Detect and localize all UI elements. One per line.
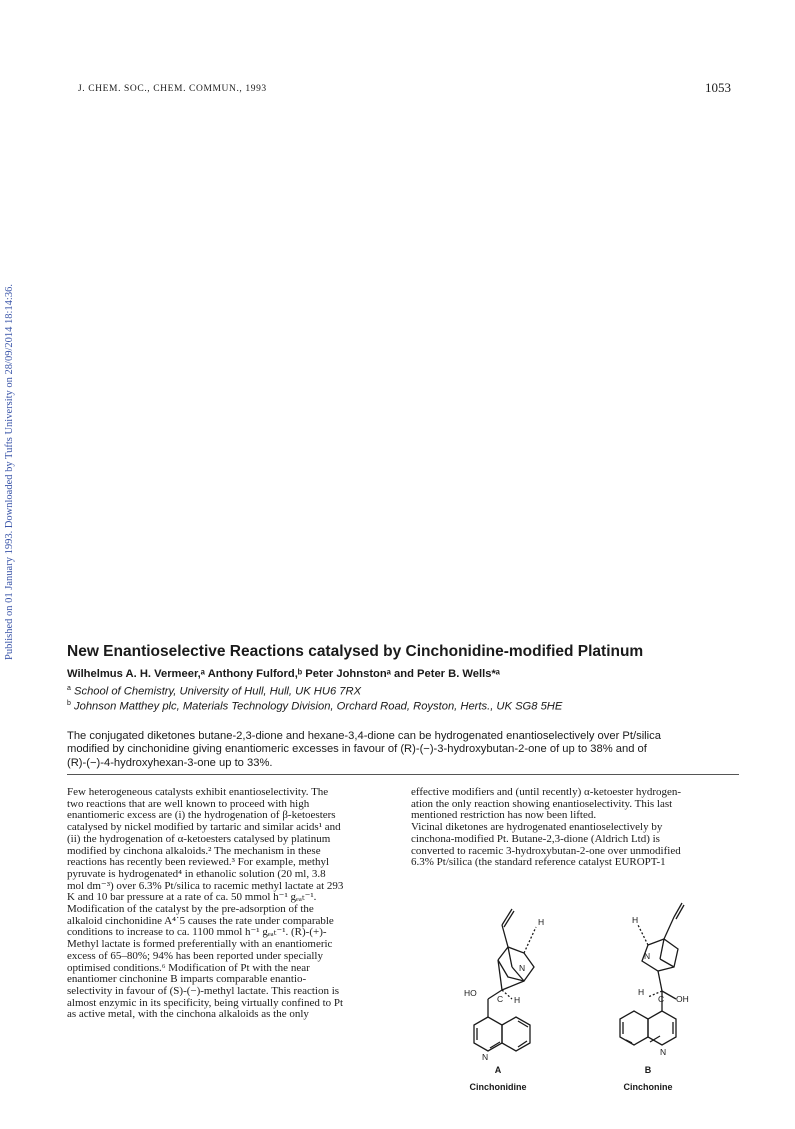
cinchonidine-structure [474, 909, 536, 1051]
body-line: Modification of the catalyst by the pre-adsorption of the [67, 903, 314, 916]
compound-b-name: Cinchonine [623, 1082, 673, 1092]
body-line: K and 10 bar pressure at a rate of ca. 50 mmol h⁻¹ gₑₐₜ⁻¹. [67, 891, 317, 904]
body-line: (ii) the hydrogenation of α-ketoesters catalysed by platinum [67, 832, 331, 845]
body-line: Methyl lactate is formed preferentially with an enantiomeric [67, 938, 333, 951]
atom-label-h: H [638, 987, 645, 997]
body-line: conditions to increase to ca. 1100 mmol h⁻¹ gₑₐₜ⁻¹. (R)-(+)- [67, 926, 327, 939]
affiliation-b-mark: b [67, 700, 71, 707]
body-line: reactions has recently been reviewed.³ For example, methyl [67, 856, 330, 869]
body-line: almost enzymic in its specificity, being virtually confined to Pt [67, 996, 344, 1009]
affiliation-a [67, 685, 361, 698]
body-line: selectivity in favour of (S)-(−)-methyl lactate. This reaction is [67, 984, 340, 997]
affiliation-a-mark: a [67, 685, 71, 692]
abstract [67, 730, 739, 770]
abstract-line: (R)-(−)-4-hydroxyhexan-3-one up to 33%. [67, 756, 273, 769]
chemical-structures-figure [430, 895, 760, 1125]
body-line: enantiomer cinchonine B imparts comparable enantio- [67, 973, 307, 986]
body-line: converted to racemic 3-hydroxybutan-2-one over unmodified [411, 844, 681, 857]
author-list: Wilhelmus A. H. Vermeer,ᵃ Anthony Fulford,ᵇ Peter Johnstonᵃ and Peter B. Wells*ᵃ [67, 668, 501, 680]
atom-label-n: N [519, 963, 526, 973]
download-notice: Published on 01 January 1993. Downloaded by Tufts University on 28/09/2014 18:14:36. [4, 284, 15, 660]
atom-label-c: C [658, 994, 665, 1004]
body-line: mentioned restriction has now been lifted. [411, 809, 597, 822]
atom-label-oh: OH [676, 994, 689, 1004]
atom-label-h: H [538, 917, 545, 927]
atom-label-h: H [632, 915, 639, 925]
abstract-line: modified by cinchonidine giving enantiomeric excesses in favour of (R)-(−)-3-hydroxybutan-2-one of up to 38% and of [67, 743, 647, 756]
article-title: New Enantioselective Reactions catalysed by Cinchonidine-modified Platinum [67, 643, 644, 660]
affiliation-b [67, 700, 562, 713]
abstract-line: The conjugated diketones butane-2,3-dione and hexane-3,4-dione can be hydrogenated enantioselectively over Pt/silica [67, 730, 661, 742]
body-line: optimised conditions.⁶ Modification of Pt with the near [67, 961, 310, 974]
body-line: effective modifiers and (until recently) α-ketoester hydrogen- [411, 786, 682, 798]
body-line: modified by cinchona alkaloids.² The mechanism in these [67, 844, 321, 857]
body-line: alkaloid cinchonidine A⁴˙5 causes the rate under comparable [67, 914, 334, 927]
body-line: pyruvate is hydrogenated⁴ in ethanolic solution (20 ml, 3.8 [67, 867, 326, 880]
atom-label-ho: HO [464, 988, 477, 998]
atom-label-h: H [514, 995, 521, 1005]
body-column-left [67, 787, 393, 1021]
atom-label-n: N [482, 1052, 489, 1062]
body-line: as active metal, with the cinchona alkaloids as the only [67, 1008, 309, 1021]
affiliation-b-text: Johnson Matthey plc, Materials Technology Division, Orchard Road, Royston, Herts., UK SG8 5HE [74, 700, 563, 713]
page-number: 1053 [705, 80, 731, 95]
affiliation-a-text: School of Chemistry, University of Hull, Hull, UK HU6 7RX [74, 685, 362, 698]
running-head: J. CHEM. SOC., CHEM. COMMUN., 1993 [78, 84, 267, 94]
compound-a-name: Cinchonidine [469, 1082, 527, 1092]
body-line: mol dm⁻³) over 6.3% Pt/silica to racemic methyl lactate at 293 [67, 879, 344, 892]
body-line: cinchona-modified Pt. Butane-2,3-dione (Aldrich Ltd) is [411, 832, 660, 845]
body-column-right [411, 787, 739, 869]
compound-b-label: B [644, 1065, 652, 1075]
compound-a-label: A [494, 1065, 502, 1075]
body-line: catalysed by nickel modified by tartaric and similar acids¹ and [67, 821, 341, 834]
atom-label-n: N [660, 1047, 667, 1057]
body-line: Vicinal diketones are hydrogenated enantioselectively by [411, 821, 663, 834]
atom-label-c: C [497, 994, 504, 1004]
body-line: enantiomeric excess are (i) the hydrogenation of β-ketoesters [67, 809, 336, 822]
body-line: ation the only reaction showing enantioselectivity. This last [411, 797, 673, 810]
cinchonine-structure [620, 903, 684, 1045]
abstract-divider [67, 774, 739, 775]
body-line: two reactions that are well known to proceed with high [67, 797, 310, 810]
body-line: 6.3% Pt/silica (the standard reference catalyst EUROPT-1 [411, 856, 666, 869]
atom-label-n: N [644, 951, 651, 961]
body-line: Few heterogeneous catalysts exhibit enantioselectivity. The [67, 786, 329, 798]
body-line: excess of 65–80%; 94% has been reported under specially [67, 949, 323, 962]
